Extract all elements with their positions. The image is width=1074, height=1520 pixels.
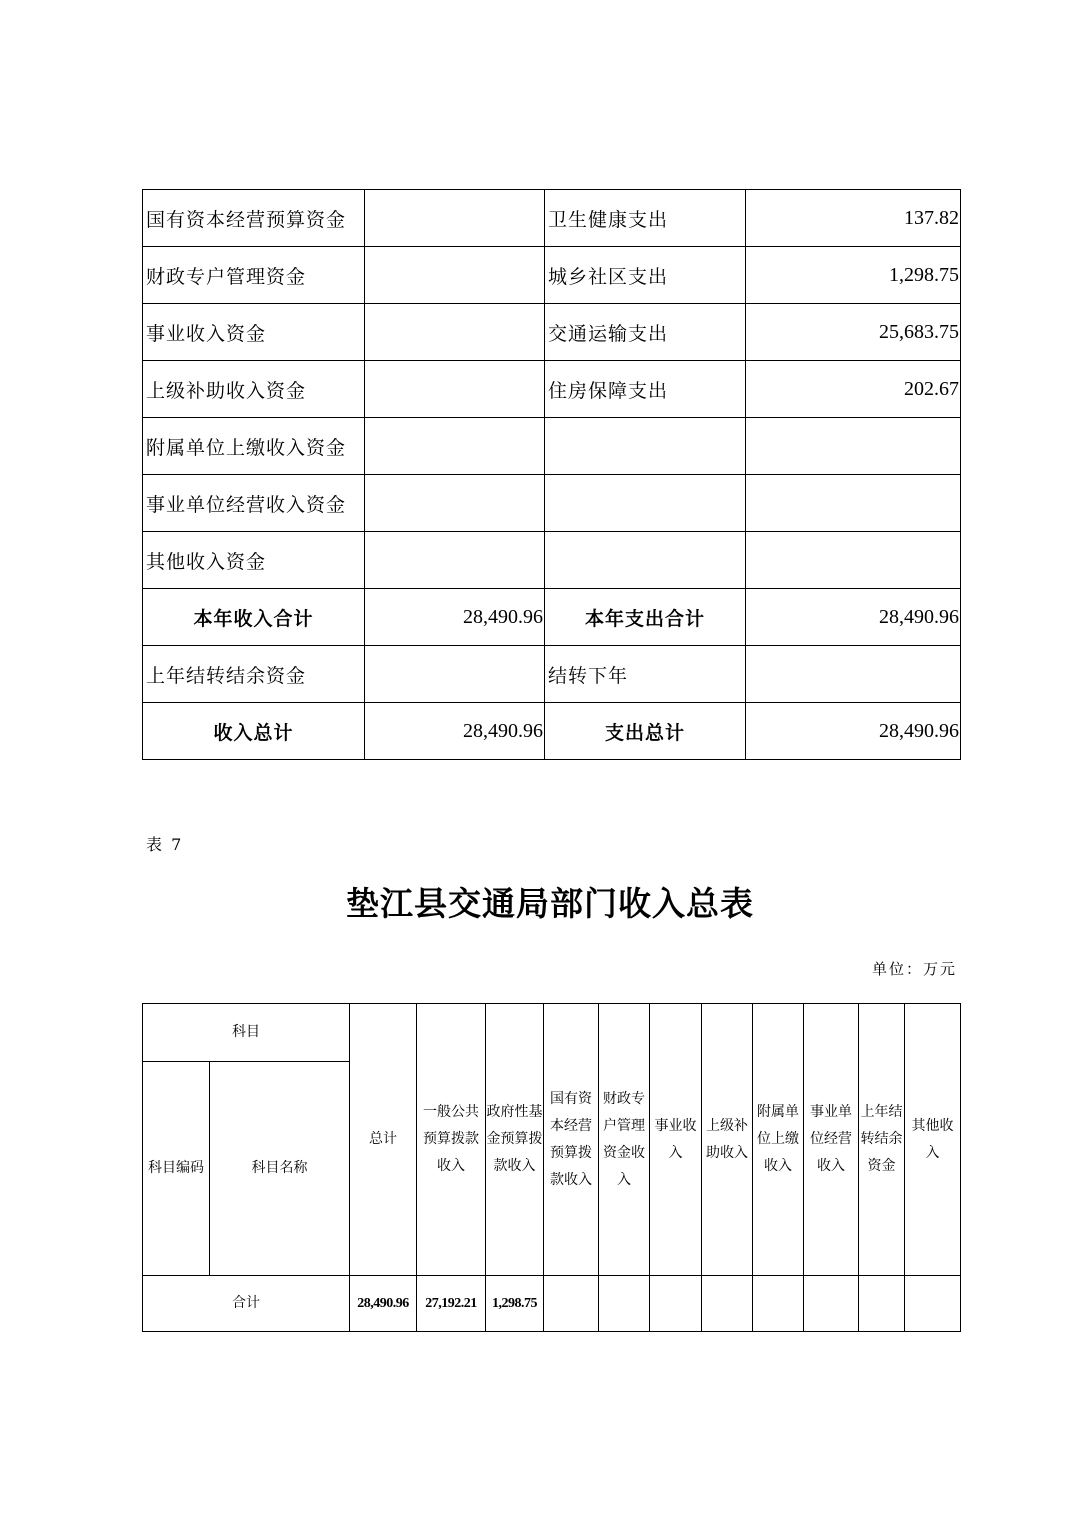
superior-subsidy-header: 上级补助收入 <box>702 1004 753 1276</box>
special-account-header: 财政专户管理资金收入 <box>599 1004 650 1276</box>
page-title: 垫江县交通局部门收入总表 <box>346 884 754 923</box>
table-row-subtotal <box>143 589 961 646</box>
table-row-total <box>143 703 961 760</box>
state-capital-header: 国有资本经营预算拨款收入 <box>544 1004 599 1276</box>
other-income-header: 其他收入 <box>905 1004 961 1276</box>
table-row <box>143 190 961 247</box>
expense-label <box>545 475 746 532</box>
unit-label: 单位：万元 <box>871 960 957 978</box>
affiliated-income-header: 附属单位上缴收入 <box>753 1004 804 1276</box>
superior-subsidy-value <box>702 1276 753 1332</box>
income-value <box>365 190 545 247</box>
expense-value: 202.67 <box>746 361 961 418</box>
income-value <box>365 247 545 304</box>
expense-label: 住房保障支出 <box>545 361 746 418</box>
income-label: 其他收入资金 <box>143 532 365 589</box>
income-value <box>365 304 545 361</box>
income-label: 上级补助收入资金 <box>143 361 365 418</box>
income-value <box>365 418 545 475</box>
state-capital-value <box>544 1276 599 1332</box>
expense-value: 25,683.75 <box>746 304 961 361</box>
expense-value <box>746 532 961 589</box>
table-row <box>143 247 961 304</box>
carryover-value <box>859 1276 905 1332</box>
expense-label <box>545 418 746 475</box>
expense-label: 交通运输支出 <box>545 304 746 361</box>
subject-code-header: 科目编码 <box>143 1062 210 1276</box>
table-row-total <box>143 1276 961 1332</box>
other-income-value <box>905 1276 961 1332</box>
expense-value <box>746 475 961 532</box>
table-number: 表 7 <box>146 835 184 854</box>
table-row <box>143 646 961 703</box>
income-label: 附属单位上缴收入资金 <box>143 418 365 475</box>
income-label: 事业单位经营收入资金 <box>143 475 365 532</box>
income-value <box>365 361 545 418</box>
income-label: 上年结转结余资金 <box>143 646 365 703</box>
carryover-header: 上年结转结余资金 <box>859 1004 905 1276</box>
expense-value: 1,298.75 <box>746 247 961 304</box>
table-row <box>143 361 961 418</box>
income-subtotal-label: 本年收入合计 <box>143 589 365 646</box>
business-income-header: 事业收入 <box>650 1004 702 1276</box>
income-subtotal-value: 28,490.96 <box>365 589 545 646</box>
operating-income-header: 事业单位经营收入 <box>804 1004 859 1276</box>
special-account-value <box>599 1276 650 1332</box>
income-label: 财政专户管理资金 <box>143 247 365 304</box>
expense-value: 137.82 <box>746 190 961 247</box>
expense-total-label: 支出总计 <box>545 703 746 760</box>
table-row <box>143 532 961 589</box>
gov-fund-value: 1,298.75 <box>486 1276 544 1332</box>
expense-label: 结转下年 <box>545 646 746 703</box>
income-label: 事业收入资金 <box>143 304 365 361</box>
income-value <box>365 646 545 703</box>
table-row <box>143 304 961 361</box>
table-row <box>143 475 961 532</box>
total-row-label: 合计 <box>143 1276 350 1332</box>
income-label: 国有资本经营预算资金 <box>143 190 365 247</box>
expense-label <box>545 532 746 589</box>
general-budget-header: 一般公共预算拨款收入 <box>417 1004 486 1276</box>
general-budget-value: 27,192.21 <box>417 1276 486 1332</box>
expense-label: 卫生健康支出 <box>545 190 746 247</box>
subject-header: 科目 <box>143 1004 350 1062</box>
affiliated-income-value <box>753 1276 804 1332</box>
expense-label: 城乡社区支出 <box>545 247 746 304</box>
expense-subtotal-label: 本年支出合计 <box>545 589 746 646</box>
expense-value <box>746 646 961 703</box>
income-summary-table <box>142 1003 961 1332</box>
budget-summary-table <box>142 189 961 760</box>
expense-value <box>746 418 961 475</box>
income-value <box>365 475 545 532</box>
business-income-value <box>650 1276 702 1332</box>
expense-subtotal-value: 28,490.96 <box>746 589 961 646</box>
income-value <box>365 532 545 589</box>
operating-income-value <box>804 1276 859 1332</box>
gov-fund-header: 政府性基金预算拨款收入 <box>486 1004 544 1276</box>
table-row <box>143 418 961 475</box>
expense-total-value: 28,490.96 <box>746 703 961 760</box>
subject-name-header: 科目名称 <box>210 1062 350 1276</box>
income-total-label: 收入总计 <box>143 703 365 760</box>
income-total-value: 28,490.96 <box>365 703 545 760</box>
total-header: 总计 <box>350 1004 417 1276</box>
total-value: 28,490.96 <box>350 1276 417 1332</box>
